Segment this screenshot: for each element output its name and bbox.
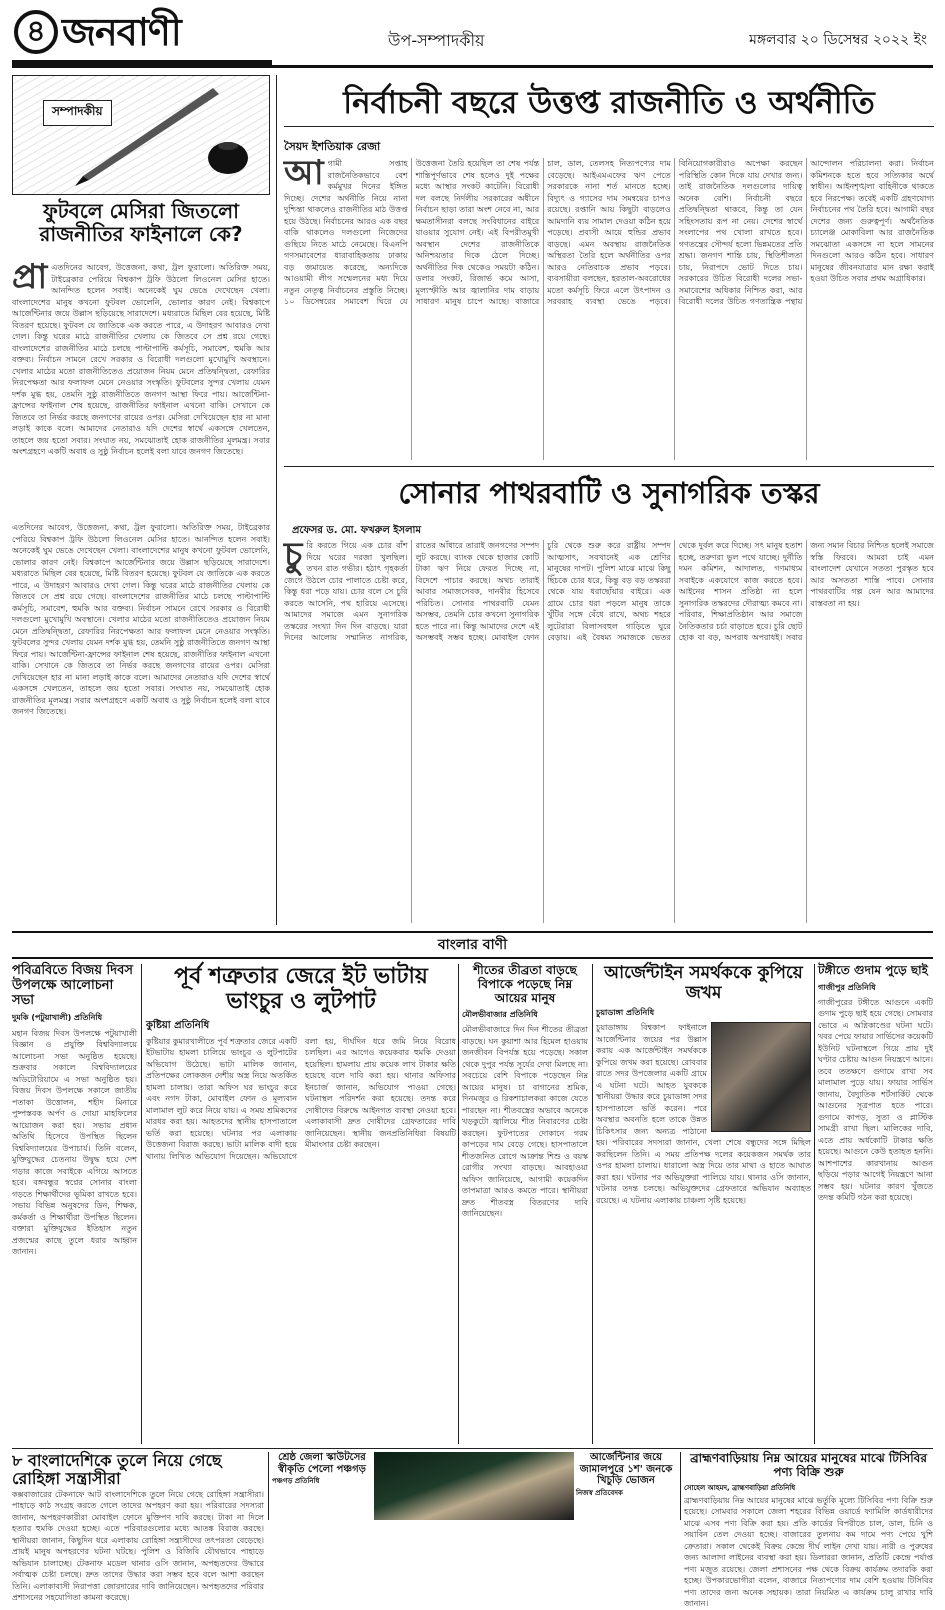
news-jokhom-body: চুয়াডাঙ্গায় বিশ্বকাপ ফাইনালে আর্জেন্টিনার জয়ের পর উল্লাস করায় এক আর্জেন্টাইন সমর্থককে কুপিয়ে জখম করা হয়েছে। রোববার রাতে সদর উপজেলার একটি গ্রামে এ ঘটনা ঘটে। আহত যুবককে স্থানীয়রা উদ্ধার করে চুয়াডাঙ্গা সদর হাসপাতালে ভর্তি করেন। পরে অবস্থার অবনতি হলে তাকে উন্নত চিকিৎসার জন্য অন্যত্র পাঠানো হয়। পরিবারের সদস্যরা জানান, খেলা শেষে বন্ধুদের সঙ্গে মিছিল করছিলেন তিনি। এ সময় প্রতিপক্ষ দলের কয়েকজন সমর্থক তার ওপর হামলা চালায়। ধারালো অস্ত্র দিয়ে তার মাথা ও হাতে আঘাত করা হয়। ঘটনার পর অভিযুক্তরা পালিয়ে যায়। থানার ওসি জানান, ঘটনার তদন্ত চলছে। অভিযুক্তদের গ্রেফতারে অভিযান অব্যাহত রয়েছে। এ ঘটনায় এলাকায় চাঞ্চল্য সৃষ্টি হয়েছে।: [596, 1023, 811, 1205]
news-lootpat-body: কুষ্টিয়ার কুমারখালীতে পূর্ব শত্রুতার জেরে একটি ইটভাটায় হামলা চালিয়ে ভাংচুর ও লুটপাটের অভিযোগ উঠেছে। ভাটা মালিক জানান, প্রতিপক্ষের লোকজন দেশীয় অস্ত্র নিয়ে অতর্কিত হামলা চালায়। তারা অফিস ঘর ভাংচুর করে এবং নগদ টাকা, মোবাইল ফোন ও মূল্যবান মালামাল লুট করে নিয়ে যায়। এ সময় শ্রমিকদের মারধর করা হয়। আহতদের স্থানীয় হাসপাতালে ভর্তি করা হয়েছে। ঘটনার পর এলাকায় উত্তেজনা বিরাজ করছে। ভাটা মালিক বাদী হয়ে থানায় লিখিত অভিযোগ দিয়েছেন। অভিযোগে বলা হয়, দীর্ঘদিন ধরে জমি নিয়ে বিরোধ চলছিল। এর আগেও কয়েকবার হুমকি দেওয়া হয়েছিল। হামলায় প্রায় কয়েক লাখ টাকার ক্ষতি হয়েছে বলে দাবি করা হয়। থানার অফিসার ইনচার্জ জানান, অভিযোগ পাওয়া গেছে। ঘটনাস্থল পরিদর্শন করা হয়েছে। তদন্ত করে দোষীদের বিরুদ্ধে আইনগত ব্যবস্থা নেওয়া হবে। এলাকাবাসী দ্রুত দোষীদের গ্রেফতারের দাবি জানিয়েছেন। স্থানীয় জনপ্রতিনিধিরা বিষয়টি মীমাংসার চেষ্টা করছেন।: [146, 1036, 456, 1161]
column-rule: [141, 964, 142, 1444]
news-sheet-byline: মৌলভীবাজার প্রতিনিধি: [462, 1010, 538, 1020]
lead-dropcap: আ: [284, 153, 324, 193]
section-banner: বাংলার বাণী: [12, 931, 933, 959]
news-rohingya: [12, 1451, 264, 1603]
news-tcb-headline: ব্রাহ্মণবাড়িয়ায় নিম্ন আয়ের মানুষের মাঝে টিসিবির পণ্য বিক্রি শুরু: [690, 1451, 927, 1479]
middle-dropcap: চু: [284, 535, 303, 575]
news-tongi-body: গাজীপুরের টঙ্গীতে আগুনে একটি গুদাম পুড়ে ছাই হয়ে গেছে। সোমবার ভোরে এ অগ্নিকাণ্ডের ঘটনা ঘটে। খবর পেয়ে ফায়ার সার্ভিসের কয়েকটি ইউনিট ঘটনাস্থলে গিয়ে প্রায় দুই ঘণ্টার চেষ্টায় আগুন নিয়ন্ত্রণে আনে। তবে ততক্ষণে গুদামে রাখা সব মালামাল পুড়ে যায়। ফায়ার সার্ভিস জানায়, বৈদ্যুতিক শর্টসার্কিট থেকে আগুনের সূত্রপাত হতে পারে। গুদামে কাপড়, সুতা ও প্লাস্টিক সামগ্রী রাখা ছিল। মালিকের দাবি, এতে প্রায় অর্ধকোটি টাকার ক্ষতি হয়েছে। আগুনে কেউ হতাহত হননি। আশপাশের কারখানায় আগুন ছড়িয়ে পড়ার আগেই নিয়ন্ত্রণে আনা সম্ভব হয়। ঘটনার কারণ খুঁজতে তদন্ত কমিটি গঠন করা হয়েছে।: [818, 997, 934, 1203]
news-panchagarh: [272, 1452, 372, 1520]
news-tcb-byline: সোহেল আহমদ, ব্রাহ্মণবাড়িয়া প্রতিনিধি: [684, 1483, 796, 1492]
issue-date: মঙ্গলবার ২০ ডিসেম্বর ২০২২ ইং: [749, 32, 927, 48]
lead-body: আগামী সপ্তাহ রাজনৈতিকভাবে বেশ কর্মমুখর দিনের ইঙ্গিত দিচ্ছে। দেশের অর্থনীতি নিয়ে নানা দুশ্চিন্তা থাকলেও রাজনীতির মাঠ উত্তপ্ত হয়ে উঠছে। নির্বাচনের আরও এক বছর বাকি থাকলেও দলগুলো নিজেদের গুছিয়ে নিতে মাঠে নেমেছে। বিএনপি গণসমাবেশের ধারাবাহিকতায় ঢাকায় বড় জমায়েত করেছে, অন্যদিকে আওয়ামী লীগ সম্মেলনের মধ্য দিয়ে নতুন নেতৃত্ব নির্বাচনের প্রস্তুতি নিচ্ছে। ১০ ডিসেম্বরের সমাবেশ ঘিরে যে উত্তেজনা তৈরি হয়েছিল তা শেষ পর্যন্ত শান্তিপূর্ণভাবে শেষ হলেও দুই পক্ষের মধ্যে আস্থার সংকট কাটেনি। বিরোধী দল বলছে নির্দলীয় সরকারের অধীনে নির্বাচন ছাড়া তারা অংশ নেবে না, আর ক্ষমতাসীনরা বলছে সংবিধানের বাইরে যাওয়ার সুযোগ নেই। এই বিপরীতমুখী অবস্থান দেশের রাজনীতিকে অনিশ্চয়তার দিকে ঠেলে দিচ্ছে। অর্থনীতির দিক থেকেও সময়টা কঠিন। ডলার সংকট, রিজার্ভ কমে আসা, মূল্যস্ফীতি আর জ্বালানির দাম বাড়ায় সাধারণ মানুষ চাপে আছে। বাজারে চাল, ডাল, তেলসহ নিত্যপণ্যের দাম বেড়েছে। আইএমএফের ঋণ পেতে সরকারকে নানা শর্ত মানতে হচ্ছে। বিদ্যুৎ ও গ্যাসের দাম সমন্বয়ের চাপও রয়েছে। রপ্তানি আয় কিছুটা বাড়লেও আমদানি ব্যয় সামাল দেওয়া কঠিন হয়ে পড়েছে। প্রবাসী আয়ে হুন্ডির প্রভাব বাড়ছে। এমন অবস্থায় রাজনৈতিক অস্থিরতা তৈরি হলে অর্থনীতির ওপর আরও নেতিবাচক প্রভাব পড়বে। ব্যবসায়ীরা বলছেন, হরতাল-অবরোধের মতো কর্মসূচি ফিরে এলে উৎপাদন ও সরবরাহ ব্যবস্থা ভেঙে পড়বে। বিনিয়োগকারীরাও অপেক্ষা করছেন পরিস্থিতি কোন দিকে যায় দেখার জন্য। তাই রাজনৈতিক দলগুলোর দায়িত্ব অনেক বেশি। নির্বাচনী বছরে প্রতিদ্বন্দ্বিতা থাকবে, কিন্তু তা যেন সহিংসতায় রূপ না নেয়। দেশের স্বার্থে সংলাপের পথ খোলা রাখতে হবে। গণতন্ত্রের সৌন্দর্য হলো ভিন্নমতের প্রতি শ্রদ্ধা। জনগণ শান্তি চায়, স্থিতিশীলতা চায়, নিরাপদে ভোট দিতে চায়। সরকারের উচিত বিরোধী দলের সভা-সমাবেশের অধিকার নিশ্চিত করা, আর বিরোধী দলের উচিত গণতান্ত্রিক পন্থায় আন্দোলন পরিচালনা করা। নির্বাচন কমিশনকে হতে হবে সত্যিকার অর্থে স্বাধীন। আইনশৃঙ্খলা বাহিনীকে থাকতে হবে নিরপেক্ষ। তবেই একটি গ্রহণযোগ্য নির্বাচনের পথ তৈরি হবে। আগামী বছর দেশের জন্য গুরুত্বপূর্ণ। অর্থনৈতিক চ্যালেঞ্জ মোকাবিলা আর রাজনৈতিক সমঝোতা একসঙ্গে না হলে সামনের দিনগুলো আরও কঠিন হবে। সাধারণ মানুষের জীবনযাত্রার মান রক্ষা করাই হওয়া উচিত সবার প্রথম অগ্রাধিকার।: [284, 153, 934, 306]
column-rule: [680, 1452, 681, 1520]
middle-byline: প্রফেসর ড. মো. ফখরুল ইসলাম: [292, 525, 422, 536]
lead-byline: সৈয়দ ইশতিয়াক রেজা: [284, 140, 381, 153]
news-khichuri-byline: নিজস্ব প্রতিবেদক: [576, 1488, 623, 1497]
news-panchagarh-headline: শ্রেষ্ঠ জেলা স্কাউটসের স্বীকৃতি পেলো পঞ্চগড়: [278, 1452, 366, 1475]
column-rule: [276, 75, 277, 925]
editorial-body-cont: এতদিনের আবেগ, উত্তেজনা, কথা, ট্রল ফুরালো। অতিরিক্ত সময়, টাইব্রেকার পেরিয়ে বিশ্বকাপ ট্রফি উঠলো লিওনেল মেসির হাতে। আনন্দিত হলেন সবাই। অনেকেই ঘুম ভেঙে দেখেছেন খেলা। বাংলাদেশের মানুষ কখনো ফুটবল ভোলেনি, ভোলার কারণ নেই। বিশ্বকাপে আর্জেন্টিনার জয়ে উল্লাস ছড়িয়েছে সারাদেশে। মধ্যরাতে মিছিল বের হয়েছে, মিষ্টি বিতরণ হয়েছে। ফুটবল যে জাতিকে এক করতে পারে, এ উদাহরণ আবারও দেখা গেল। কিন্তু ঘরের মাঠে রাজনীতির খেলায় কে জিতবে সে প্রশ্ন রয়ে গেছে। বাংলাদেশের রাজনীতির মাঠে চলছে পাল্টাপাল্টি কর্মসূচি, সমাবেশ, হুমকি আর বক্তব্য। নির্বাচন সামনে রেখে সরকার ও বিরোধী দলগুলো মুখোমুখি অবস্থানে। খেলার মাঠের মতো রাজনীতিতেও প্রয়োজন নিয়ম মেনে প্রতিদ্বন্দ্বিতা, রেফারির নিরপেক্ষতা আর ফলাফল মেনে নেওয়ার সংস্কৃতি। ফুটবলের সুন্দর খেলায় যেমন দর্শক মুগ্ধ হয়, তেমনি সুষ্ঠু রাজনীতিতে জনগণ আস্থা ফিরে পায়। আর্জেন্টিনা-ফ্রান্সের ফাইনাল শেষ হয়েছে, রাজনীতির ফাইনাল এখনো বাকি। সেখানে কে জিতবে তা নির্ভর করছে জনগণের রায়ের ওপর। মেসিরা দেখিয়েছেন হার না মানা লড়াই কাকে বলে। আমাদের নেতারাও যদি দেশের স্বার্থে একসঙ্গে খেলতেন, তাহলে জয় হতো সবার। সংঘাত নয়, সমঝোতাই হোক রাজনীতির মূলমন্ত্র। সবার অংশগ্রহণে একটি অবাধ ও সুষ্ঠু নির্বাচন হলেই বলা যাবে জনগণ জিতেছে।: [12, 523, 270, 716]
column-rule: [814, 964, 815, 1444]
lead-headline: নির্বাচনী বছরে উত্তপ্ত রাজনীতি ও অর্থনীতি: [284, 80, 934, 127]
news-khichuri: [576, 1452, 676, 1520]
news-jokhom-photo: [711, 1022, 811, 1132]
news-bijoy-byline: দুমকি (পটুয়াখালী) প্রতিনিধি: [12, 1012, 103, 1022]
section-rule: [12, 1448, 933, 1449]
news-panchagarh-byline: পঞ্চগড় প্রতিনিধি: [272, 1477, 320, 1485]
section-title: উপ-সম্পাদকীয়: [388, 31, 485, 50]
news-sheet-body: মৌলভীবাজারে দিন দিন শীতের তীব্রতা বাড়ছে। ঘন কুয়াশা আর হিমেল হাওয়ায় জনজীবন বিপর্যস্ত হয়ে পড়েছে। সকাল থেকে দুপুর পর্যন্ত সূর্যের দেখা মিলছে না। সবচেয়ে বেশি বিপাকে পড়েছেন নিম্ন আয়ের মানুষ। চা বাগানের শ্রমিক, দিনমজুর ও রিকশাচালকরা কাজে যেতে পারছেন না। শীতবস্ত্রের অভাবে অনেকে খড়কুটো জ্বালিয়ে শীত নিবারণের চেষ্টা করছেন। ফুটপাতের দোকানে গরম কাপড়ের দাম বেড়ে গেছে। হাসপাতালে শীতজনিত রোগে আক্রান্ত শিশু ও বয়স্ক রোগীর সংখ্যা বাড়ছে। আবহাওয়া অফিস জানিয়েছে, আগামী কয়েকদিন তাপমাত্রা আরও কমতে পারে। স্থানীয়রা দ্রুত শীতবস্ত্র বিতরণের দাবি জানিয়েছেন।: [462, 1025, 588, 1219]
news-tongi-headline: টঙ্গীতে গুদাম পুড়ে ছাই: [818, 963, 928, 977]
newspaper-logo: জনবাণী: [62, 10, 181, 54]
news-khichuri-headline: আর্জেন্টিনার জয়ে জামালপুরে ১শ' জনকে খিচুড়ি ভোজন: [579, 1452, 673, 1486]
middle-headline: সোনার পাথরবাটি ও সুনাগরিক তস্কর: [398, 476, 820, 510]
news-khichuri-photo: [374, 1452, 574, 1520]
column-rule: [458, 964, 459, 1444]
editorial-body: প্রা এতদিনের আবেগ, উত্তেজনা, কথা, ট্রল ফুরালো। অতিরিক্ত সময়, টাইব্রেকার পেরিয়ে বিশ্বকাপ ট্রফি উঠলো লিওনেল মেসির হাতে। আনন্দিত হলেন সবাই। অনেকেই ঘুম ভেঙে দেখেছেন খেলা। বাংলাদেশের মানুষ কখনো ফুটবল ভোলেনি, ভোলার কারণ নেই। বিশ্বকাপে আর্জেন্টিনার জয়ে উল্লাস ছড়িয়েছে সারাদেশে। মধ্যরাতে মিছিল বের হয়েছে, মিষ্টি বিতরণ হয়েছে। ফুটবল যে জাতিকে এক করতে পারে, এ উদাহরণ আবারও দেখা গেল। কিন্তু ঘরের মাঠে রাজনীতির খেলায় কে জিতবে সে প্রশ্ন রয়ে গেছে। বাংলাদেশের রাজনীতির মাঠে চলছে পাল্টাপাল্টি কর্মসূচি, সমাবেশ, হুমকি আর বক্তব্য। নির্বাচন সামনে রেখে সরকার ও বিরোধী দলগুলো মুখোমুখি অবস্থানে। খেলার মাঠের মতো রাজনীতিতেও প্রয়োজন নিয়ম মেনে প্রতিদ্বন্দ্বিতা, রেফারির নিরপেক্ষতা আর ফলাফল মেনে নেওয়ার সংস্কৃতি। ফুটবলের সুন্দর খেলায় যেমন দর্শক মুগ্ধ হয়, তেমনি সুষ্ঠু রাজনীতিতে জনগণ আস্থা ফিরে পায়। আর্জেন্টিনা-ফ্রান্সের ফাইনাল শেষ হয়েছে, রাজনীতির ফাইনাল এখনো বাকি। সেখানে কে জিতবে তা নির্ভর করছে জনগণের রায়ের ওপর। মেসিরা দেখিয়েছেন হার না মানা লড়াই কাকে বলে। আমাদের নেতারাও যদি দেশের স্বার্থে একসঙ্গে খেলতেন, তাহলে জয় হতো সবার। সংঘাত নয়, সমঝোতাই হোক রাজনীতির মূলমন্ত্র। সবার অংশগ্রহণে একটি অবাধ ও সুষ্ঠু নির্বাচন হলেই বলা যাবে জনগণ জিতেছে।: [12, 257, 270, 456]
section-rule: [284, 466, 934, 467]
page-number: ৪: [14, 10, 58, 54]
news-sheet-headline: শীতের তীব্রতা বাড়ছে বিপাকে পড়েছে নিম্ন আয়ের মানুষ: [473, 963, 577, 1005]
news-rohingya-body: কক্সবাজারের টেকনাফে আট বাংলাদেশিকে তুলে নিয়ে গেছে রোহিঙ্গা সন্ত্রাসীরা। পাহাড়ে কাঠ সংগ্রহ করতে গেলে তাদের অপহরণ করা হয়। পরিবারের সদস্যরা জানান, অপহরণকারীরা মোবাইল ফোনে মুক্তিপণ দাবি করছে। টাকা না দিলে হত্যার হুমকি দেওয়া হচ্ছে। এতে পরিবারগুলোর মধ্যে আতঙ্ক বিরাজ করছে। স্থানীয়রা জানান, কিছুদিন ধরে এলাকায় রোহিঙ্গা সন্ত্রাসীদের তৎপরতা বেড়েছে। প্রায়ই মানুষ অপহরণের ঘটনা ঘটছে। পুলিশ ও বিজিবি যৌথভাবে পাহাড়ে অভিযান চালাচ্ছে। টেকনাফ মডেল থানার ওসি জানান, অপহৃতদের উদ্ধারে সর্বাত্মক চেষ্টা চলছে। দ্রুত তাদের উদ্ধার করা সম্ভব হবে বলে আশা করছেন তিনি। এলাকাবাসী নিরাপত্তা জোরদারের দাবি জানিয়েছেন। অপহৃতদের পরিবার প্রশাসনের সহযোগিতা কামনা করেছে।: [12, 1489, 264, 1603]
editorial-label: সম্পাদকীয়: [43, 100, 112, 126]
editorial-illustration: [12, 75, 270, 195]
news-tongi-byline: গাজীপুর প্রতিনিধি: [818, 982, 876, 992]
news-tcb: [684, 1451, 933, 1609]
news-lootpat: [146, 964, 456, 1446]
news-rohingya-headline: ৮ বাংলাদেশিকে তুলে নিয়ে গেছে রোহিঙ্গা সন্ত্রাসীরা: [12, 1451, 222, 1489]
column-rule: [268, 1452, 269, 1520]
news-lootpat-byline: কুষ্টিয়া প্রতিনিধি: [146, 1019, 210, 1031]
pen-inkpot-icon: [13, 76, 269, 194]
editorial-dropcap: প্রা: [12, 257, 48, 297]
news-lootpat-headline: পূর্ব শত্রুতার জেরে ইট ভাটায় ভাংচুর ও লুটপাট: [174, 964, 428, 1015]
news-jokhom: [596, 964, 811, 1446]
editorial-headline: ফুটবলে মেসিরা জিতলো রাজনীতির ফাইনালে কে?: [39, 199, 243, 246]
news-sheet: [462, 964, 588, 1446]
news-bijoy: [12, 964, 137, 1460]
logo-underline: [12, 60, 272, 66]
news-tcb-body: ব্রাহ্মণবাড়িয়ায় নিম্ন আয়ের মানুষের মাঝে ভর্তুকি মূল্যে টিসিবির পণ্য বিক্রি শুরু হয়েছে। সোমবার সকালে জেলা শহরের বিভিন্ন ওয়ার্ডে ফ্যামিলি কার্ডধারীদের মাঝে এসব পণ্য বিক্রি করা হয়। প্রতি কার্ডের বিপরীতে চাল, ডাল, চিনি ও সয়াবিন তেল দেওয়া হচ্ছে। বাজারের তুলনায় কম দামে পণ্য পেয়ে খুশি ক্রেতারা। সকাল থেকেই বিক্রয় কেন্দ্রে দীর্ঘ লাইন দেখা যায়। নারী ও পুরুষের জন্য আলাদা লাইনের ব্যবস্থা করা হয়। ডিলাররা জানান, প্রতিটি কেন্দ্রে পর্যাপ্ত পণ্য মজুত রয়েছে। জেলা প্রশাসনের পক্ষ থেকে বিক্রয় কার্যক্রম তদারকি করা হচ্ছে। উপকারভোগীরা বলেন, বাজারে নিত্যপণ্যের দাম বেশি হওয়ায় টিসিবির পণ্য তাদের জন্য অনেক সহায়ক। তারা নিয়মিত এ কার্যক্রম চালু রাখার দাবি জানান।: [684, 1495, 933, 1609]
news-bijoy-headline: পবিত্রবিতে বিজয় দিবস উপলক্ষে আলোচনা সভা: [12, 963, 133, 1008]
news-jokhom-headline: আর্জেন্টাইন সমর্থককে কুপিয়ে জখম: [604, 963, 803, 1003]
news-tongi: [818, 964, 933, 1446]
news-bijoy-body: মহান বিজয় দিবস উপলক্ষে পটুয়াখালী বিজ্ঞান ও প্রযুক্তি বিশ্ববিদ্যালয়ে আলোচনা সভা অনুষ্ঠিত হয়েছে। শুক্রবার সকালে বিশ্ববিদ্যালয়ের অডিটোরিয়ামে এ সভা অনুষ্ঠিত হয়। বিজয় দিবস উপলক্ষে সকালে জাতীয় পতাকা উত্তোলন, শহীদ মিনারে পুষ্পস্তবক অর্পণ ও দোয়া মাহফিলের আয়োজন করা হয়। সভায় প্রধান অতিথি হিসেবে উপস্থিত ছিলেন বিশ্ববিদ্যালয়ের উপাচার্য। তিনি বলেন, মুক্তিযুদ্ধের চেতনায় উদ্বুদ্ধ হয়ে দেশ গড়ার কাজে সবাইকে এগিয়ে আসতে হবে। বঙ্গবন্ধুর স্বপ্নের সোনার বাংলা গড়তে শিক্ষার্থীদের ভূমিকা রাখতে হবে। সভায় বিভিন্ন অনুষদের ডিন, শিক্ষক, কর্মকর্তা ও শিক্ষার্থীরা উপস্থিত ছিলেন। বক্তারা মুক্তিযুদ্ধের ইতিহাস নতুন প্রজন্মের কাছে তুলে ধরার আহ্বান জানান।: [12, 1028, 137, 1257]
middle-body: চুরি করতে গিয়ে এক চোর বাঁশ দিয়ে ঘরের দরজা খুলছিল। তখন রাত গভীর। হঠাৎ গৃহকর্তা জেগে উঠলে চোর পালাতে চেষ্টা করে, কিন্তু ধরা পড়ে যায়। চোর বলে সে চুরি করতে আসেনি, পথ হারিয়ে এসেছে। আমাদের সমাজে এমন সুনাগরিক তস্করের সংখ্যা দিন দিন বাড়ছে। যারা দিনের আলোয় সম্মানিত নাগরিক, রাতের আঁধারে তারাই জনগণের সম্পদ লুট করছে। ব্যাংক থেকে হাজার কোটি টাকা ঋণ নিয়ে ফেরত দিচ্ছে না, বিদেশে পাচার করছে। অথচ তারাই আবার সমাজসেবক, দানবীর হিসেবে পরিচিত। সোনার পাথরবাটি যেমন অসম্ভব, তেমনি চোর কখনো সুনাগরিক হতে পারে না। কিন্তু আমাদের দেশে এই অসম্ভবই সম্ভব হচ্ছে। মোবাইল ফোন চুরি থেকে শুরু করে রাষ্ট্রীয় সম্পদ আত্মসাৎ, সবখানেই এক শ্রেণির মানুষের দাপট। পুলিশ মাঝে মাঝে কিছু ছিঁচকে চোর ধরে, কিন্তু বড় বড় তস্কররা থেকে যায় ধরাছোঁয়ার বাইরে। এক গ্রামে চোর ধরা পড়লে মানুষ তাকে খুঁটির সঙ্গে বেঁধে রাখে, অথচ শহরে লুটেরারা বিলাসবহুল গাড়িতে ঘুরে বেড়ায়। এই বৈষম্য সমাজকে ভেতর থেকে দুর্বল করে দিচ্ছে। সৎ মানুষ হতাশ হচ্ছে, তরুণরা ভুল পথে যাচ্ছে। দুর্নীতি দমন কমিশন, আদালত, গণমাধ্যম সবাইকে একযোগে কাজ করতে হবে। আইনের শাসন প্রতিষ্ঠা না হলে সুনাগরিক তস্করদের দৌরাত্ম্য কমবে না। পরিবার, শিক্ষাপ্রতিষ্ঠান আর সমাজে নৈতিকতার চর্চা বাড়াতে হবে। চুরি ছোট হোক বা বড়, অপরাধ অপরাধই। সবার জন্য সমান বিচার নিশ্চিত হলেই সমাজে স্বস্তি ফিরবে। আমরা চাই এমন বাংলাদেশ যেখানে সততা পুরস্কৃত হবে আর অসততা শাস্তি পাবে। সোনার পাথরবাটির গল্প যেন আর আমাদের বাস্তবতা না হয়।: [284, 535, 934, 642]
news-jokhom-byline: চুয়াডাঙ্গা প্রতিনিধি: [596, 1008, 655, 1018]
column-rule: [592, 964, 593, 1444]
